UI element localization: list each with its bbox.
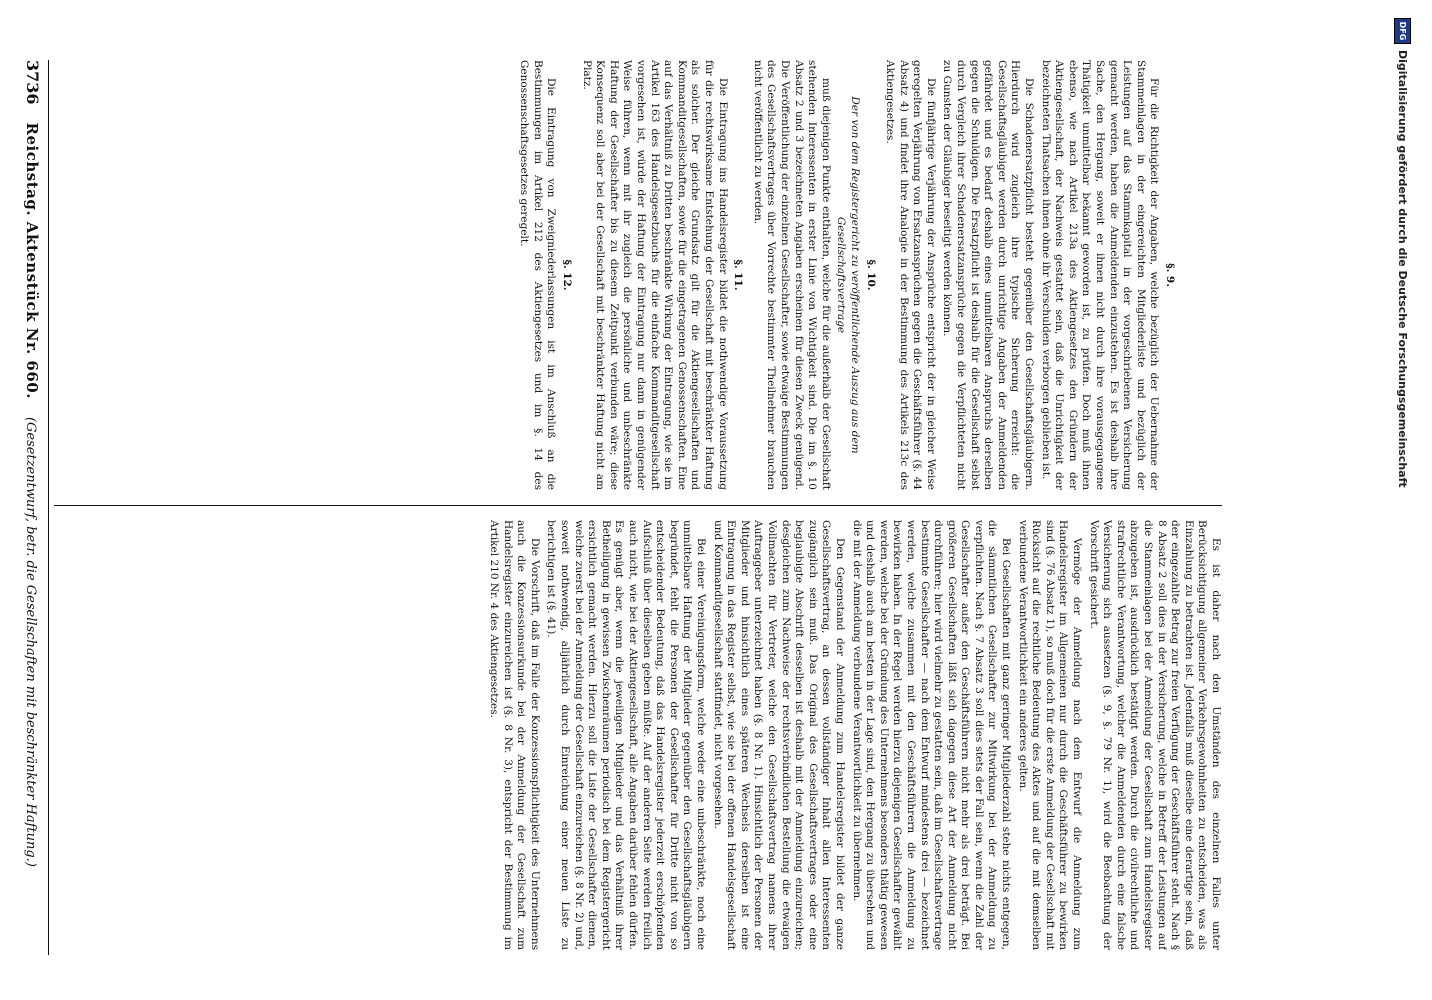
paragraph: muß diejenigen Punkte enthalten, welche für die außerhalb der Gesellschaft stehenden Interessenten in erster Linie von Wichtigkeit sind. Die im §. 10 Absatz 2 und 3 bezeichneten Angaben erscheinen für diesen Zweck genügend. Die Veröffentlichung der einzelnen Gesellschafter, sowie etwaige Bestimmungen des Gesellschaftsvertrages über Vorrechte bestimmter Theilnehmer brauchen nicht veröffentlicht zu werden. bbox=[751, 60, 832, 490]
header-rule bbox=[48, 60, 49, 955]
paragraph: Es ist daher nach den Umständen des einzelnen Falles unter Berücksichtigung allgemeiner Verkehrsgewohnheiten zu entscheiden, was als Einzahlung zu betrachten ist. Jedenfalls muß dieselbe eine derartige sein, daß der eingezahlte Betrag zur freien Verfügung der Geschäftsführer steht. Nach § 8 Absatz 2 soll dies in der Versicherung, welche in Betreff der Leistungen auf die Stammeinlagen bei der Anmeldung der Gesellschaft zum Handelsregister abzugeben ist, ausdrücklich bestätigt werden. Durch die civilrechtliche und strafrechtliche Verantwortung, welcher die Anmeldenden durch eine falsche Versicherung sich aussetzen (§. 9, §. 79 Nr. 1), wird die Beobachtung der Vorschrift gesichert. bbox=[1087, 520, 1222, 950]
section-heading: §. 12. bbox=[561, 259, 574, 291]
column-separator bbox=[54, 505, 1222, 506]
paragraph: Bei einer Vereinigungsform, welche weder eine unbeschränkte, noch eine unmittelbare Haftung der Mitglieder gegenüber den Gesellschaftsgläubigern begründet, fehlt die Personen der Gesellschafter für Dritte nicht von so entscheidender Bedeutung, daß das Handelsregister jederzeit erschöpfenden Aufschluß über dieselben geben müßte. Auf der anderen Seite werden freilich auch nicht, wie bei der Aktiengesellschaft, alle Angaben darüber fehlen dürfen. Es genügt aber, wenn die jeweiligen Mitglieder und das Verhältniß ihrer Betheiligung in gewissen Zwischenräumen periodisch bei dem Registergericht ersichtlich gemacht werden. Hierzu soll die Liste der Gesellschafter dienen, welche zuerst bei der Anmeldung der Gesellschaft einzureichen (§. 8 Nr. 2) und, soweit nothwendig, alljährlich durch Einreichung einer neuen Liste zu berichtigen ist (§. 41). bbox=[545, 520, 708, 950]
paragraph: Für die Richtigkeit der Angaben, welche bezüglich der Uebernahme der Stammeinlagen in der eingereichten Mitgliederliste und bezüglich der Leistungen auf das Stammkapital in der vorgeschriebenen Versicherung gemacht werden, haben die Anmeldenden einzustehen. Es ist deshalb ihre Sache, den Hergang, soweit er ihnen nicht durch ihre vorausgegangene Thätigkeit unmittelbar bekannt geworden ist, zu prüfen. Doch muß ihnen ebenso, wie nach Artikel 213a des Aktiengesetzes den Gründern der Aktiengesellschaft, der Nachweis gestattet sein, daß die Unrichtigkeit der bezeichneten Thatsachen ihnen ohne ihr Verschulden verborgen geblieben ist. bbox=[1039, 60, 1161, 490]
section-heading: §. 11. bbox=[732, 259, 745, 291]
dfg-logo: DFG bbox=[1395, 18, 1412, 44]
page-subtitle: (Gesetzentwurf, betr. die Gesellschaften mit beschränkter Haftung.) bbox=[23, 416, 38, 867]
page-header bbox=[16, 60, 42, 955]
paragraph: Die Schadenersatzpflicht besteht gegenüber den Gesellschaftsgläubigern. Hierdurch wird zugleich ihre typische Sicherung erreicht: die Gesellschaftsgläubiger werden durch unrichtige Angaben der Anmeldenden gefährdet und es bedarf deshalb eines unmittelbaren Anspruchs derselben gegen die Schuldigen. Die Ersatzpflicht ist deshalb für die Gesellschaft selbst durch Vergleich ihrer Schadenersatzansprüche gegen die Verpflichteten nicht zu Gunsten der Gläubiger beseitigt werden können. bbox=[941, 60, 1036, 490]
left-column bbox=[52, 60, 1182, 490]
digitization-caption: Digitalisierung gefördert durch die Deutsche Forschungsgemeinschaft bbox=[1396, 50, 1410, 488]
paragraph: Bei Gesellschaften mit ganz geringer Mitgliederzahl stehe nichts entgegen, die sämmtlichen Gesellschafter zur Mitwirkung bei der Anmeldung zu verpflichten. Nach §. 7 Absatz 3 soll dies stets der Fall sein, wenn die Zahl der Gesellschafter außer den Geschäftsführern nicht mehr als drei beträgt. Bei größeren Gesellschaften läßt sich dagegen diese Art der Anmeldung nicht durchführen; hier wird vielmehr zu gestatten sein, daß im Gesellschaftsvertrage bestimmte Gesellschafter — nach dem Entwurf mindestens drei — bezeichnet werden, welche zusammen mit den Geschäftsführern die Anmeldung zu bewirken haben. In der Regel werden hierzu diejenigen Gesellschafter gewählt werden, welche bei der Gründung des Unternehmens besonders thätig gewesen und deshalb auch am besten in der Lage sind, den Hergang zu übersehen und die mit der Anmeldung verbundene Verantwortlichkeit zu übernehmen. bbox=[850, 520, 1013, 950]
paragraph: Die fünfjährige Verjährung der Ansprüche entspricht der in gleicher Weise geregelten Verjährung von Ersatzansprüchen gegen die Geschäftsführer (§. 44 Absatz 4) und findet ihre Analogie in der Bestimmung des Artikels 213c des Aktiengesetzes. bbox=[884, 60, 937, 490]
paragraph: Die Eintragung ins Handelsregister bildet die nothwendige Voraussetzung für die rechtswirksame Entstehung der Gesellschaft mit beschränkter Haftung als solcher. Der gleiche Grundsatz gilt für die Aktiengesellschaften und Kommanditgesellschaften, sowie für die eingetragenen Genossenschaften. Eine auf das Verhältniß zu Dritten beschränkte Wirkung der Eintragung, wie sie im Artikel 163 des Handelsgesetzbuchs für die einfache Kommanditgesellschaft vorgesehen ist, würde der Haftung der Eintragung nur dann in genügender Weise führen, wenn mit ihr zugleich die persönliche und unbeschränkte Haftung der Gesellschafter bis zu diesem Zeitpunkt verbunden wäre; diese Konsequenz soll aber bei der Gesellschaft mit beschränkter Haftung nicht am Platz. bbox=[580, 60, 729, 490]
paragraph: Die Vorschrift, daß im Falle der Konzessionspflichtigkeit des Unternehmens auch die Konzessionsurkunde bei der Anmeldung der Gesellschaft zum Handelsregister einzureichen ist (§. 8 Nr. 3), entspricht der Bestimmung im Artikel 210 Nr. 4 des Aktiengesetzes. bbox=[488, 520, 541, 950]
section-title: Der von dem Registergericht zu veröffentlichende Auszug aus dem Gesellschaftsvertrage bbox=[835, 96, 861, 454]
paragraph: Den Gegenstand der Anmeldung zum Handelsregister bildet der ganze Gesellschaftsvertrag, an dessen vollständiger Inhalt allen Interessenten zugänglich sein muß. Das Original des Gesellschaftsvertrages oder eine beglaubigte Abschrift desselben ist deshalb mit der Anmeldung einzureichen; desgleichen zum Nachweise der rechtsverbindlichen Bestellung die etwaigen Vollmachten für Vertreter, welche den Gesellschaftsvertrag namens ihrer Auftraggeber unterzeichnet haben (§. 8 Nr. 1). Hinsichtlich der Personen der Mitglieder und hinsichtlich eines späteren Wechsels derselben ist eine Eintragung in das Register selbst, wie sie bei der offenen Handelsgesellschaft und Kommanditgesellschaft stattfindet, nicht vorgesehen. bbox=[711, 520, 846, 950]
paragraph: Vermöge der Anmeldung nach dem Entwurf die Anmeldung zum Handelsregister im Allgemeinen nur durch die Geschäftsführer zu bewirken sind (§. 76 Absatz 1), so muß doch für die erste Anmeldung der Gesellschaft mit Rücksicht auf die rechtliche Bedeutung des Aktes und auf die mit demselben verbundene Verantwortlichkeit ein anderes gelten. bbox=[1016, 520, 1084, 950]
page-title: Reichstag. Aktenstück Nr. 660. bbox=[23, 122, 41, 399]
section-heading: §. 9. bbox=[1164, 263, 1176, 287]
section-heading: §. 10. bbox=[864, 259, 877, 291]
paragraph: Die Eintragung von Zweigniederlassungen ist im Anschluß an die Bestimmungen im Artikel 212 des Aktiengesetzes und im §. 14 des Genossenschaftsgesetzes geregelt. bbox=[518, 60, 558, 490]
digitization-credit bbox=[1392, 18, 1414, 982]
right-column bbox=[52, 520, 1222, 950]
page-number: 3736 bbox=[23, 60, 42, 105]
